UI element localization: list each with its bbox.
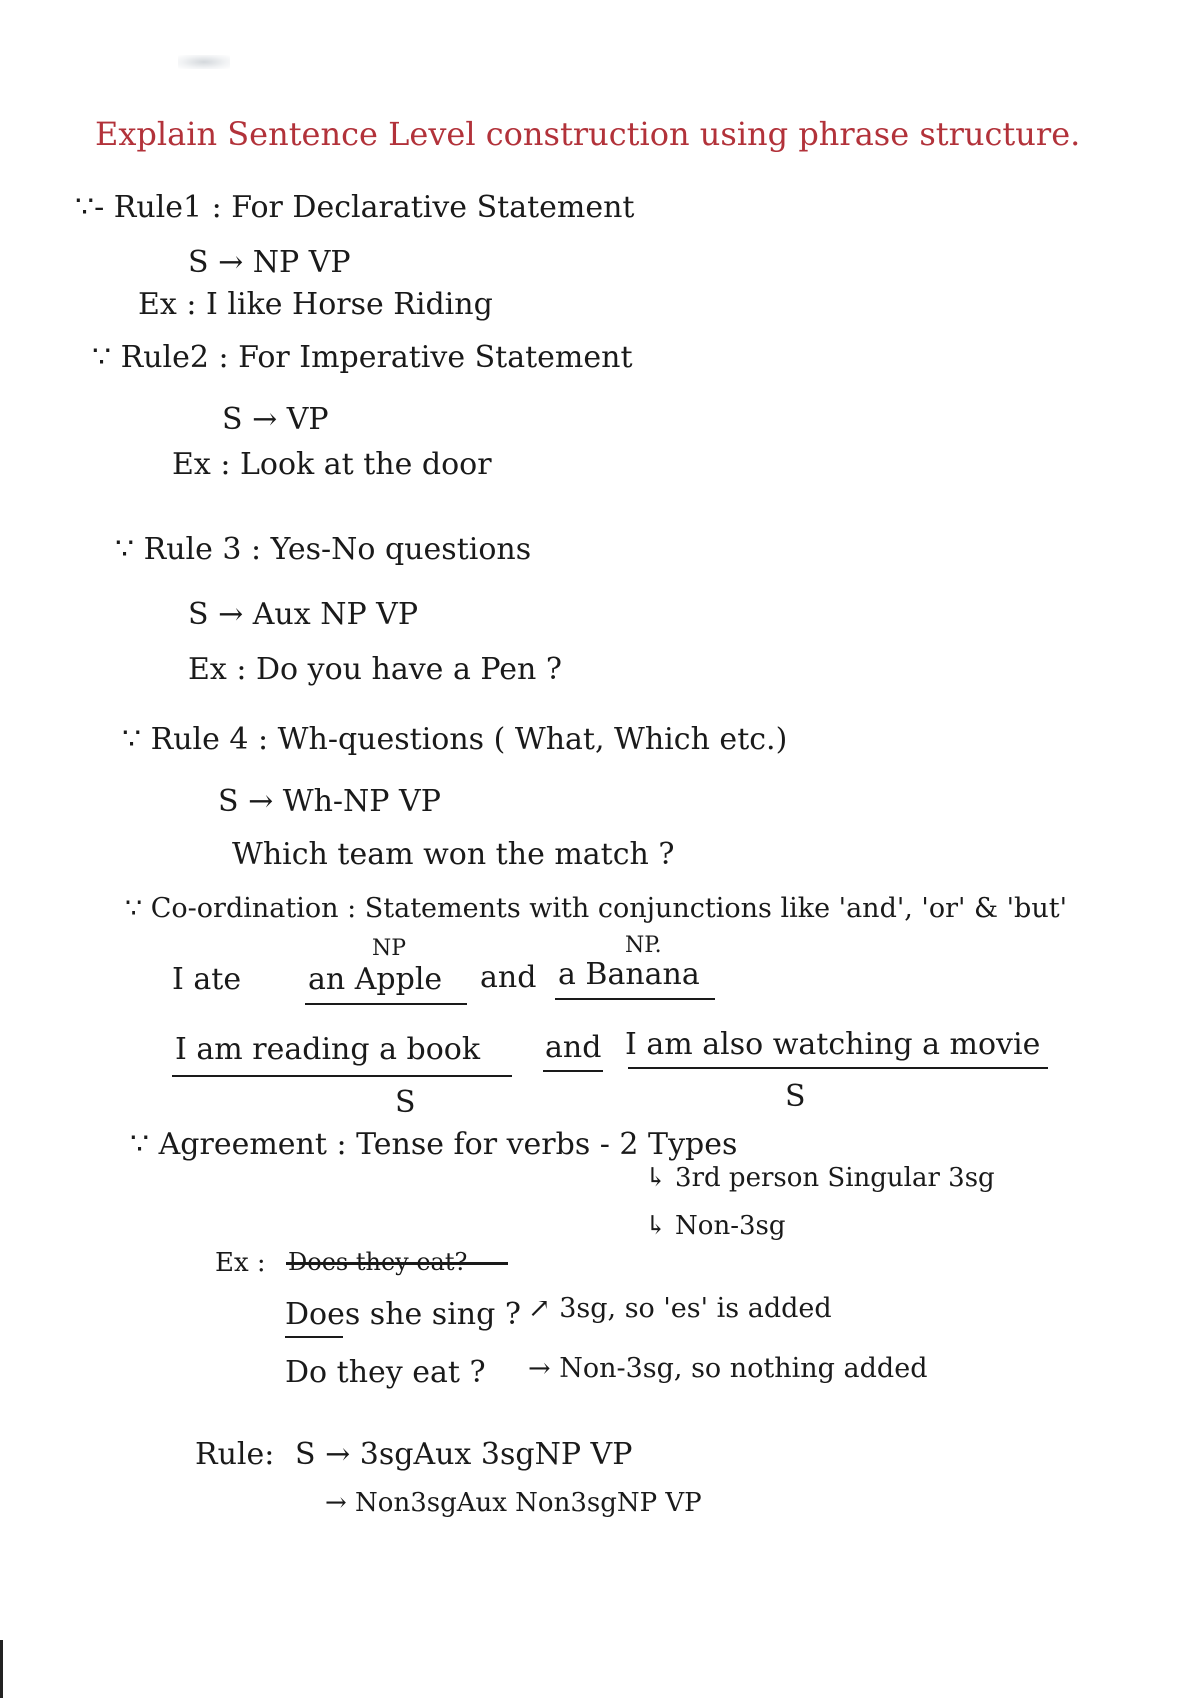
final-rule-line1: S → 3sgAux 3sgNP VP	[295, 1437, 633, 1472]
coord-ex1-np2: a Banana	[558, 957, 700, 992]
agreement-ex2-note: → Non-3sg, so nothing added	[528, 1353, 928, 1384]
coord-ex1-subject: I ate	[172, 962, 242, 997]
coord-ex1-and: and	[480, 960, 537, 995]
rule4-heading: ∵ Rule 4 : Wh-questions ( What, Which etc.)	[122, 722, 788, 757]
agreement-ex1-note: ↗ 3sg, so 'es' is added	[528, 1293, 832, 1324]
agreement-heading: ∵ Agreement : Tense for verbs - 2 Types	[130, 1127, 738, 1162]
agreement-type2: ↳ Non-3sg	[645, 1211, 786, 1241]
rule2-heading: ∵ Rule2 : For Imperative Statement	[92, 340, 633, 375]
np-label-1: NP	[372, 936, 407, 961]
rule1-example: Ex : I like Horse Riding	[138, 287, 493, 322]
rule2-example: Ex : Look at the door	[172, 447, 492, 482]
underline-np2	[555, 998, 715, 1000]
agreement-type1: ↳ 3rd person Singular 3sg	[645, 1163, 995, 1193]
final-rule-line2: → Non3sgAux Non3sgNP VP	[325, 1488, 702, 1518]
underline-s1	[172, 1075, 512, 1077]
rule3-example: Ex : Do you have a Pen ?	[188, 652, 562, 687]
rule1-heading: ∵- Rule1 : For Declarative Statement	[75, 190, 635, 225]
agreement-ex1: Does she sing ?	[285, 1297, 521, 1332]
agreement-ex-label: Ex :	[215, 1248, 266, 1278]
coord-ex2-and: and	[545, 1030, 602, 1065]
agreement-ex-struck: Does they eat?	[288, 1248, 468, 1276]
rule2-formula: S → VP	[222, 402, 329, 437]
strikethrough-line	[286, 1262, 508, 1265]
underline-np1	[305, 1003, 467, 1005]
underline-s2	[628, 1067, 1048, 1069]
rule1-formula: S → NP VP	[188, 245, 351, 280]
page-edge-mark	[0, 1640, 3, 1698]
np-label-2: NP.	[625, 933, 662, 958]
s-label-1: S	[395, 1085, 416, 1120]
rule4-example: Which team won the match ?	[232, 837, 675, 872]
underline-does	[285, 1336, 343, 1338]
final-rule-label: Rule:	[195, 1437, 275, 1472]
page-title: Explain Sentence Level construction using phrase structure.	[95, 115, 1081, 153]
coord-ex2-s1: I am reading a book	[175, 1032, 481, 1067]
s-label-2: S	[785, 1079, 806, 1114]
rule3-heading: ∵ Rule 3 : Yes-No questions	[115, 532, 532, 567]
underline-and	[543, 1070, 603, 1072]
coord-ex1-np1: an Apple	[308, 962, 443, 997]
coord-ex2-s2: I am also watching a movie	[625, 1027, 1041, 1062]
rule4-formula: S → Wh-NP VP	[218, 784, 441, 819]
scan-smudge	[178, 55, 230, 69]
coordination-heading: ∵ Co-ordination : Statements with conjunctions like 'and', 'or' & 'but'	[125, 893, 1068, 924]
rule3-formula: S → Aux NP VP	[188, 597, 419, 632]
agreement-ex2: Do they eat ?	[285, 1355, 486, 1390]
